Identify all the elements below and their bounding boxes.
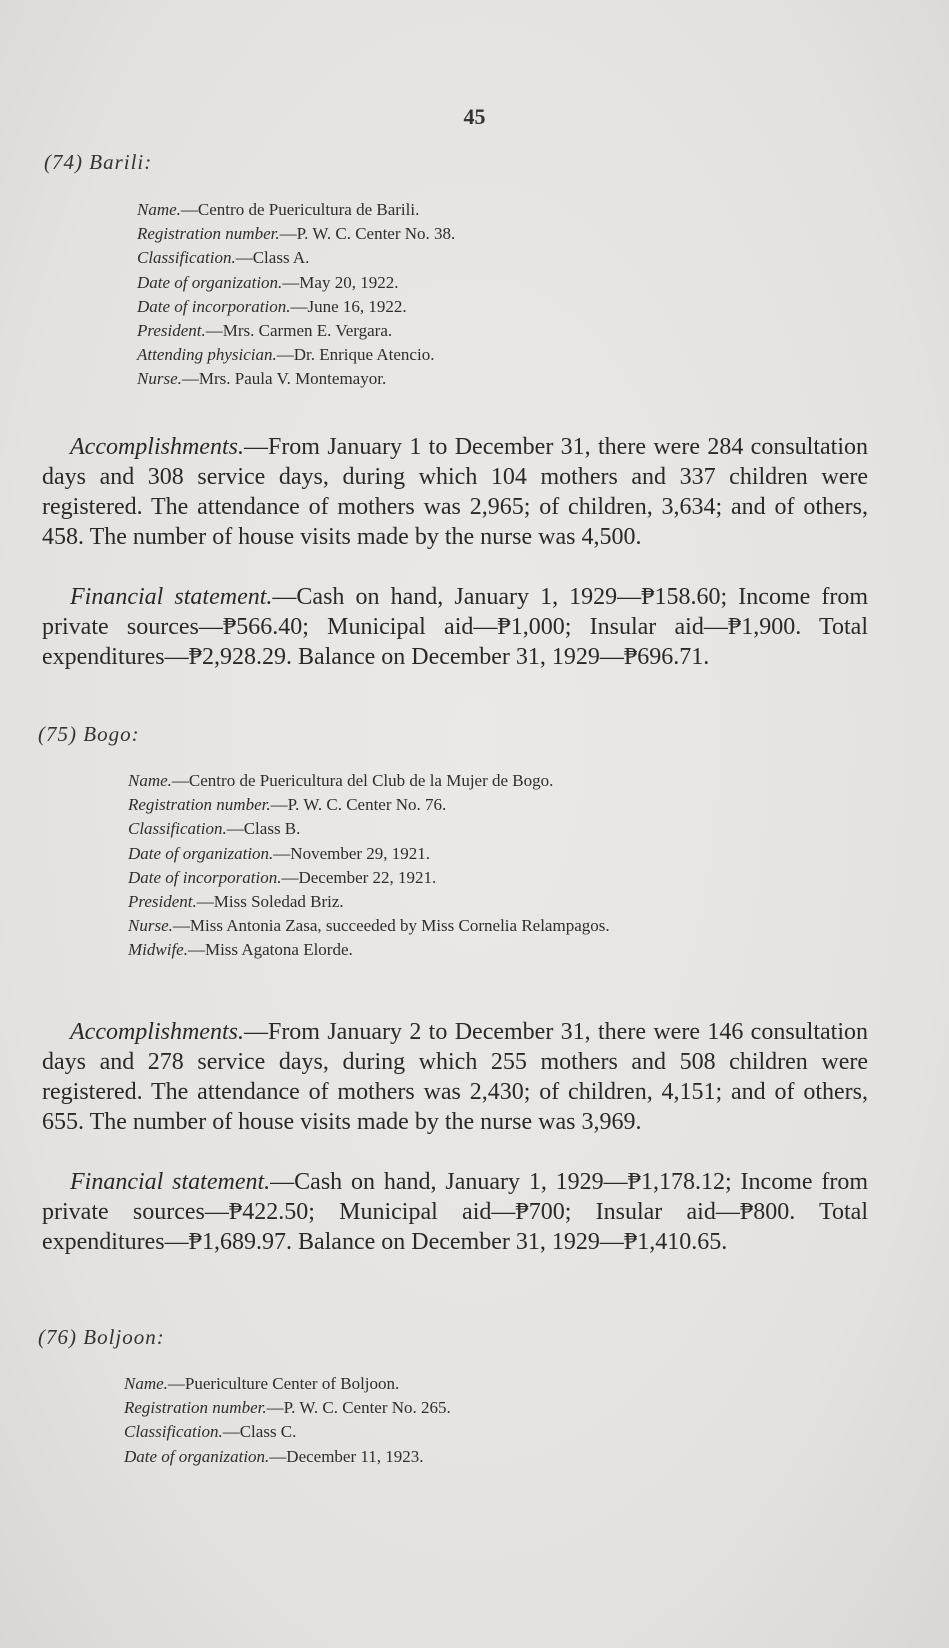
detail-registration-number: Registration number.—P. W. C. Center No. 38. <box>137 224 456 244</box>
detail-date-of-incorporation: Date of incorporation.—June 16, 1922. <box>137 296 407 316</box>
detail-attending-physician: Attending physician.—Dr. Enrique Atencio. <box>137 345 435 365</box>
detail-registration-number: Registration number.—P. W. C. Center No. 265. <box>124 1398 451 1418</box>
detail-nurse: Nurse.—Miss Antonia Zasa, succeeded by Miss Cornelia Relampagos. <box>128 916 610 936</box>
entry-heading-bogo: (75) Bogo: <box>38 722 140 746</box>
detail-registration-number: Registration number.—P. W. C. Center No. 76. <box>128 795 447 815</box>
detail-name: Name.—Centro de Puericultura de Barili. <box>137 200 420 219</box>
accomplishments-paragraph-barili: Accomplishments.—From January 1 to December 31, there were 284 consultation days and 308 service days, during which 104 mothers and 337 children were registered. The attendance of mothers was 2,965; of children, 3,634; and of others, 458. The number of house visits made by the nurse was 4,500. <box>42 434 868 550</box>
detail-classification: Classification.—Class A. <box>137 248 310 268</box>
detail-president: President.—Mrs. Carmen E. Vergara. <box>137 321 393 341</box>
detail-date-of-organization: Date of organization.—November 29, 1921. <box>128 843 431 863</box>
accomplishments-paragraph-bogo: Accomplishments.—From January 2 to December 31, there were 146 consultation days and 278 service days, during which 255 mothers and 508 children were registered. The attendance of mothers was 2,430; of children, 4,151; and of others, 655. The number of house visits made by the nurse was 3,969. <box>42 1019 868 1135</box>
detail-classification: Classification.—Class C. <box>124 1422 297 1442</box>
entry-details-boljoon <box>124 1372 451 1469</box>
financial-statement-paragraph-barili: Financial statement.—Cash on hand, January 1, 1929—₱158.60; Income from private sources—₱566.40; Municipal aid—₱1,000; Insular aid—₱1,900. Total expenditures—₱2,928.29. Balance on December 31, 1929—₱696.71. <box>42 584 869 670</box>
entry-heading-boljoon: (76) Boljoon: <box>38 1325 165 1349</box>
entry-details-bogo <box>128 769 858 963</box>
financial-statement-paragraph-bogo: Financial statement.—Cash on hand, January 1, 1929—₱1,178.12; Income from private sources—₱422.50; Municipal aid—₱700; Insular aid—₱800. Total expenditures—₱1,689.97. Balance on December 31, 1929—₱1,410.65. <box>42 1169 869 1255</box>
detail-name: Name.—Centro de Puericultura del Club de la Mujer de Bogo. <box>128 771 554 790</box>
detail-midwife: Midwife.—Miss Agatona Elorde. <box>128 940 353 960</box>
detail-classification: Classification.—Class B. <box>128 819 301 839</box>
detail-name: Name.—Puericulture Center of Boljoon. <box>124 1374 400 1393</box>
detail-president: President.—Miss Soledad Briz. <box>128 892 344 912</box>
page-number: 45 <box>463 104 486 129</box>
detail-nurse: Nurse.—Mrs. Paula V. Montemayor. <box>137 369 387 389</box>
entry-details-barili <box>137 198 455 392</box>
entry-heading-barili: (74) Barili: <box>44 150 153 174</box>
detail-date-of-incorporation: Date of incorporation.—December 22, 1921. <box>128 867 437 887</box>
detail-date-of-organization: Date of organization.—December 11, 1923. <box>124 1446 424 1466</box>
detail-date-of-organization: Date of organization.—May 20, 1922. <box>137 272 399 292</box>
